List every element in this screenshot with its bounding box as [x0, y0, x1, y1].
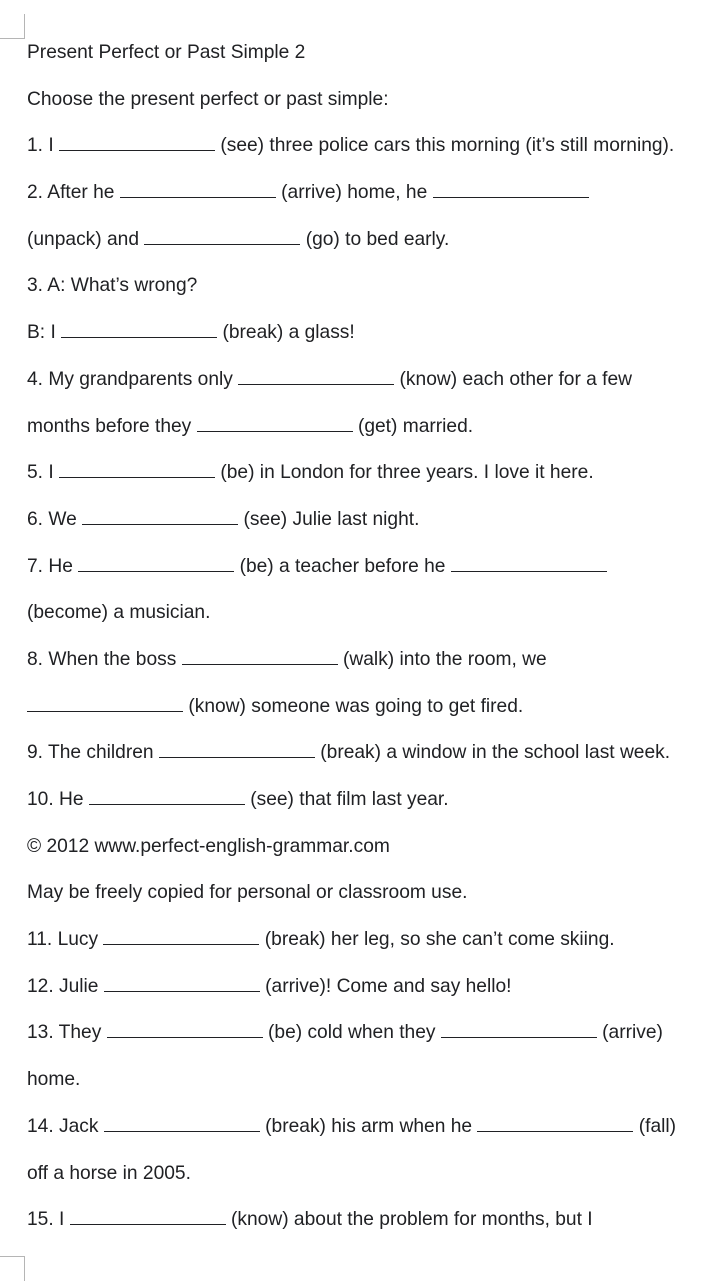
- answer-blank[interactable]: [104, 1116, 260, 1132]
- line-text: 9. The children: [27, 742, 154, 764]
- exercise-line-1: [27, 133, 717, 180]
- answer-blank[interactable]: [238, 369, 394, 385]
- line-text: (know) each other for a few: [399, 368, 633, 390]
- exercise-line-7: [27, 554, 717, 601]
- line-text: (see) Julie last night.: [243, 508, 420, 530]
- exercise-line-2: [27, 180, 717, 227]
- line-text: 4. My grandparents only: [27, 368, 233, 390]
- exercise-line-14: [27, 1114, 717, 1161]
- line-text: 14. Jack: [27, 1115, 99, 1137]
- line-text: (arrive) home, he: [281, 182, 428, 204]
- line-text: (arrive)! Come and say hello!: [265, 975, 512, 997]
- exercise-line-6: [27, 507, 717, 554]
- line-text: (get) married.: [357, 415, 474, 437]
- answer-blank[interactable]: [441, 1022, 597, 1038]
- exercise-line-15: [27, 1207, 717, 1254]
- line-text: (see) three police cars this morning (it’s still morning).: [220, 135, 675, 157]
- line-text: 10. He: [27, 789, 84, 810]
- line-text: 1. I: [27, 135, 54, 157]
- answer-blank[interactable]: [107, 1022, 263, 1038]
- line-text: 13. They: [27, 1022, 102, 1044]
- answer-blank[interactable]: [182, 649, 338, 665]
- exercise-line-8-continued: [27, 694, 717, 741]
- page-corner-mark-top: [0, 14, 25, 39]
- line-text: (break) a glass!: [222, 322, 355, 344]
- line-text: 12. Julie: [27, 975, 99, 997]
- answer-blank[interactable]: [451, 556, 607, 572]
- exercise-line-11: [27, 927, 717, 974]
- line-text: 7. He: [27, 555, 73, 577]
- line-text: (see) that film last year.: [250, 789, 449, 810]
- line-text: 15. I: [27, 1209, 65, 1231]
- line-text: 2. After he: [27, 182, 115, 204]
- answer-blank[interactable]: [197, 416, 353, 432]
- answer-blank[interactable]: [59, 135, 215, 151]
- exercise-line-14-continued: [27, 1161, 717, 1208]
- line-text: off a horse in 2005.: [27, 1162, 191, 1184]
- line-text: 5. I: [27, 462, 54, 484]
- line-text: home.: [27, 1069, 81, 1091]
- exercise-line-3-b: [27, 320, 717, 367]
- exercise-line-12: [27, 974, 717, 1021]
- line-text: (be) a teacher before he: [239, 555, 446, 577]
- line-text: © 2012 www.perfect-english-grammar.com: [27, 835, 390, 857]
- line-text: (unpack) and: [27, 228, 139, 250]
- line-text: 8. When the boss: [27, 648, 177, 670]
- copyright-notice: [27, 834, 717, 881]
- exercise-line-3: [27, 273, 717, 320]
- line-text: (know) about the problem for months, but I: [231, 1209, 593, 1231]
- line-text: 3. A: What’s wrong?: [27, 275, 198, 297]
- exercise-line-13-continued: [27, 1067, 717, 1114]
- exercise-line-10: [27, 787, 717, 834]
- line-text: (arrive): [602, 1022, 663, 1044]
- answer-blank[interactable]: [78, 556, 234, 572]
- answer-blank[interactable]: [103, 929, 259, 945]
- exercise-line-5: [27, 460, 717, 507]
- line-text: (become) a musician.: [27, 602, 211, 624]
- worksheet-content: [27, 40, 717, 1254]
- worksheet-title: Present Perfect or Past Simple 2: [27, 42, 306, 63]
- exercise-line-8: [27, 647, 717, 694]
- exercise-line-7-continued: [27, 600, 717, 647]
- worksheet-instruction: Choose the present perfect or past simple:: [27, 88, 389, 110]
- usage-notice: [27, 880, 717, 927]
- line-text: (go) to bed early.: [305, 228, 450, 250]
- answer-blank[interactable]: [70, 1209, 226, 1225]
- line-text: (walk) into the room, we: [343, 648, 547, 670]
- answer-blank[interactable]: [477, 1116, 633, 1132]
- exercise-line-4: [27, 367, 717, 414]
- line-text: (be) in London for three years. I love it here.: [220, 462, 594, 484]
- line-text: (break) a window in the school last week.: [320, 742, 671, 764]
- exercise-line-2-continued: [27, 227, 717, 274]
- line-text: (fall): [638, 1115, 677, 1137]
- line-text: May be freely copied for personal or classroom use.: [27, 882, 468, 904]
- page-corner-mark-bottom: [0, 1256, 25, 1281]
- answer-blank[interactable]: [59, 462, 215, 478]
- exercise-line-4-continued: [27, 414, 717, 461]
- line-text: (know) someone was going to get fired.: [188, 695, 524, 717]
- line-text: 6. We: [27, 508, 77, 530]
- line-text: months before they: [27, 415, 192, 437]
- line-text: (break) his arm when he: [265, 1115, 473, 1137]
- exercise-line-13: [27, 1020, 717, 1067]
- answer-blank[interactable]: [27, 696, 183, 712]
- answer-blank[interactable]: [144, 229, 300, 245]
- answer-blank[interactable]: [82, 509, 238, 525]
- answer-blank[interactable]: [433, 182, 589, 198]
- line-text: (be) cold when they: [268, 1022, 436, 1044]
- answer-blank[interactable]: [61, 322, 217, 338]
- answer-blank[interactable]: [120, 182, 276, 198]
- answer-blank[interactable]: [159, 742, 315, 758]
- answer-blank[interactable]: [89, 789, 245, 805]
- line-text: B: I: [27, 322, 56, 344]
- line-text: 11. Lucy: [27, 929, 99, 951]
- exercise-line-9: [27, 740, 717, 787]
- answer-blank[interactable]: [104, 976, 260, 992]
- line-text: (break) her leg, so she can’t come skiing.: [264, 929, 615, 951]
